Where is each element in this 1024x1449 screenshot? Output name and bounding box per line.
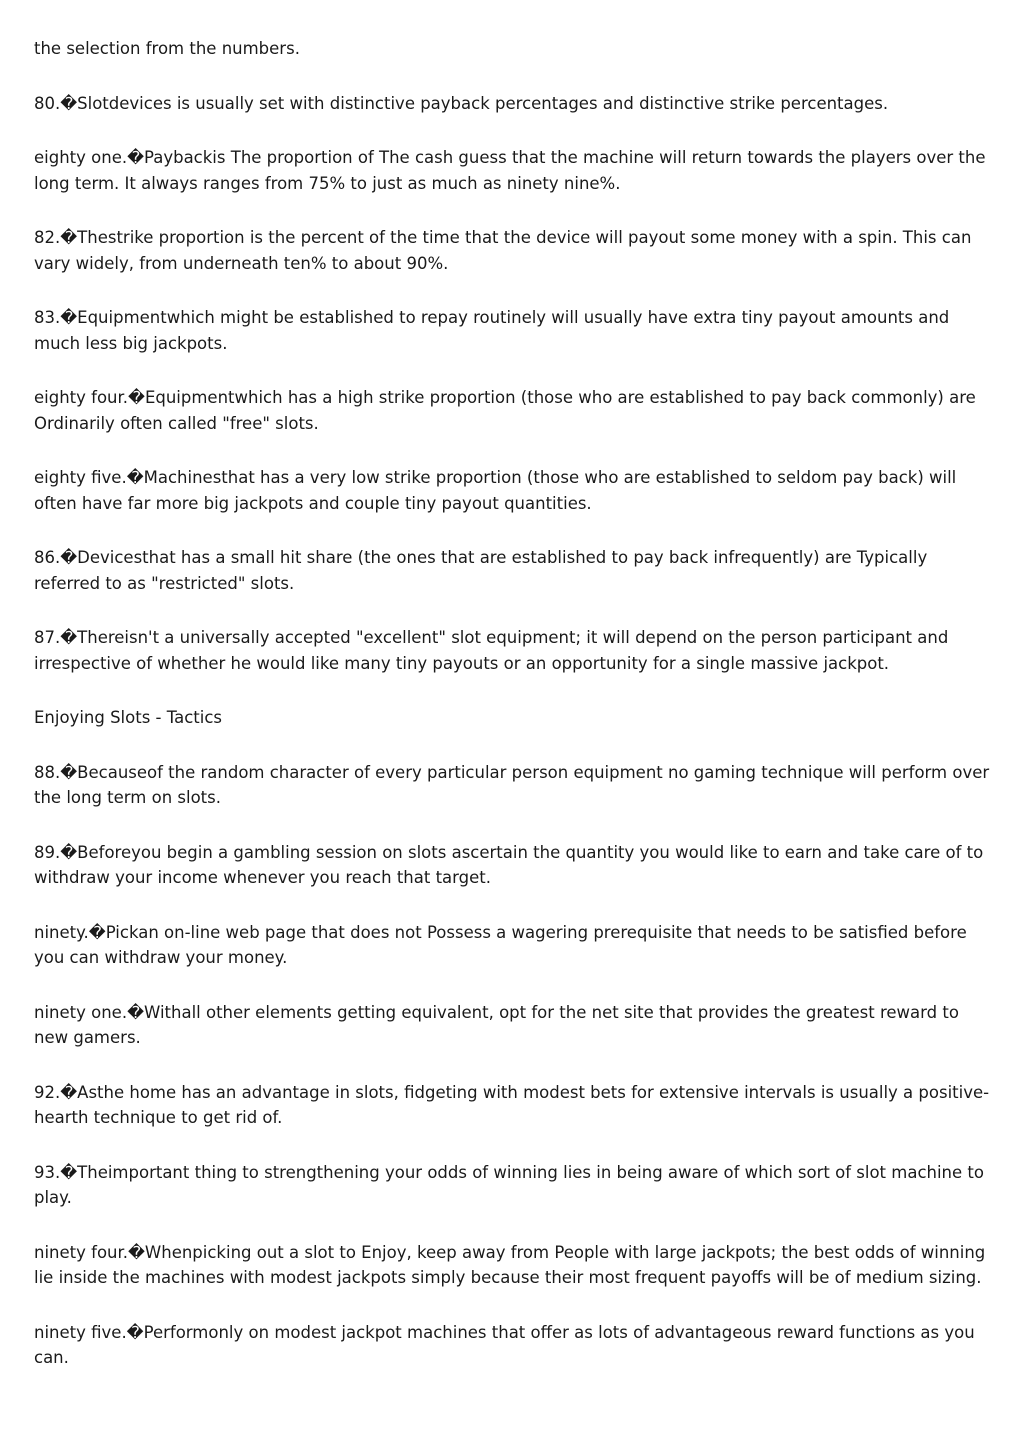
paragraph-88: 88.�Becauseof the random character of every particular person equipment no gaming technique will perform over the long term on slots. [34, 762, 990, 807]
paragraph-90: ninety.�Pickan on-line web page that does not Possess a wagering prerequisite that needs to be satisfied before you can withdraw your money. [34, 922, 967, 967]
paragraph-91: ninety one.�Withall other elements getting equivalent, opt for the net site that provides the greatest reward to new gamers. [34, 1002, 959, 1047]
paragraph-86: 86.�Devicesthat has a small hit share (the ones that are established to pay back infrequently) are Typically referred to as "restricted" slots. [34, 548, 928, 593]
paragraph-83: 83.�Equipmentwhich might be established to repay routinely will usually have extra tiny payout amounts and much less big jackpots. [34, 308, 950, 353]
paragraph-89: 89.�Beforeyou begin a gambling session on slots ascertain the quantity you would like to earn and take care of to withdraw your income whenever you reach that target. [34, 842, 984, 887]
document-page [34, 36, 994, 1400]
paragraph-81: eighty one.�Paybackis The proportion of The cash guess that the machine will return towards the players over the long term. It always ranges from 75% to just as much as ninety nine%. [34, 148, 986, 193]
paragraph-80: 80.�Slotdevices is usually set with distinctive payback percentages and distinctive strike percentages. [34, 93, 889, 113]
section-heading: Enjoying Slots - Tactics [34, 708, 223, 727]
paragraph-95: ninety five.�Performonly on modest jackpot machines that offer as lots of advantageous reward functions as you can. [34, 1322, 975, 1367]
paragraph-85: eighty five.�Machinesthat has a very low strike proportion (those who are established to seldom pay back) will often have far more big jackpots and couple tiny payout quantities. [34, 468, 957, 513]
paragraph-87: 87.�Thereisn't a universally accepted "excellent" slot equipment; it will depend on the person participant and irrespective of whether he would like many tiny payouts or an opportunity for a single massive jackpot. [34, 628, 949, 673]
paragraph-82: 82.�Thestrike proportion is the percent of the time that the device will payout some money with a spin. This can vary widely, from underneath ten% to about 90%. [34, 228, 972, 273]
paragraph-92: 92.�Asthe home has an advantage in slots, fidgeting with modest bets for extensive intervals is usually a positive-hearth technique to get rid of. [34, 1082, 990, 1127]
paragraph-93: 93.�Theimportant thing to strengthening your odds of winning lies in being aware of which sort of slot machine to play. [34, 1162, 984, 1207]
paragraph-94: ninety four.�Whenpicking out a slot to Enjoy, keep away from People with large jackpots; the best odds of winning lie inside the machines with modest jackpots simply because their most frequent payoffs will be of medium sizing. [34, 1242, 986, 1287]
paragraph-intro-fragment: the selection from the numbers. [34, 39, 300, 58]
paragraph-84: eighty four.�Equipmentwhich has a high strike proportion (those who are established to pay back commonly) are Ordinarily often called "free" slots. [34, 388, 976, 433]
